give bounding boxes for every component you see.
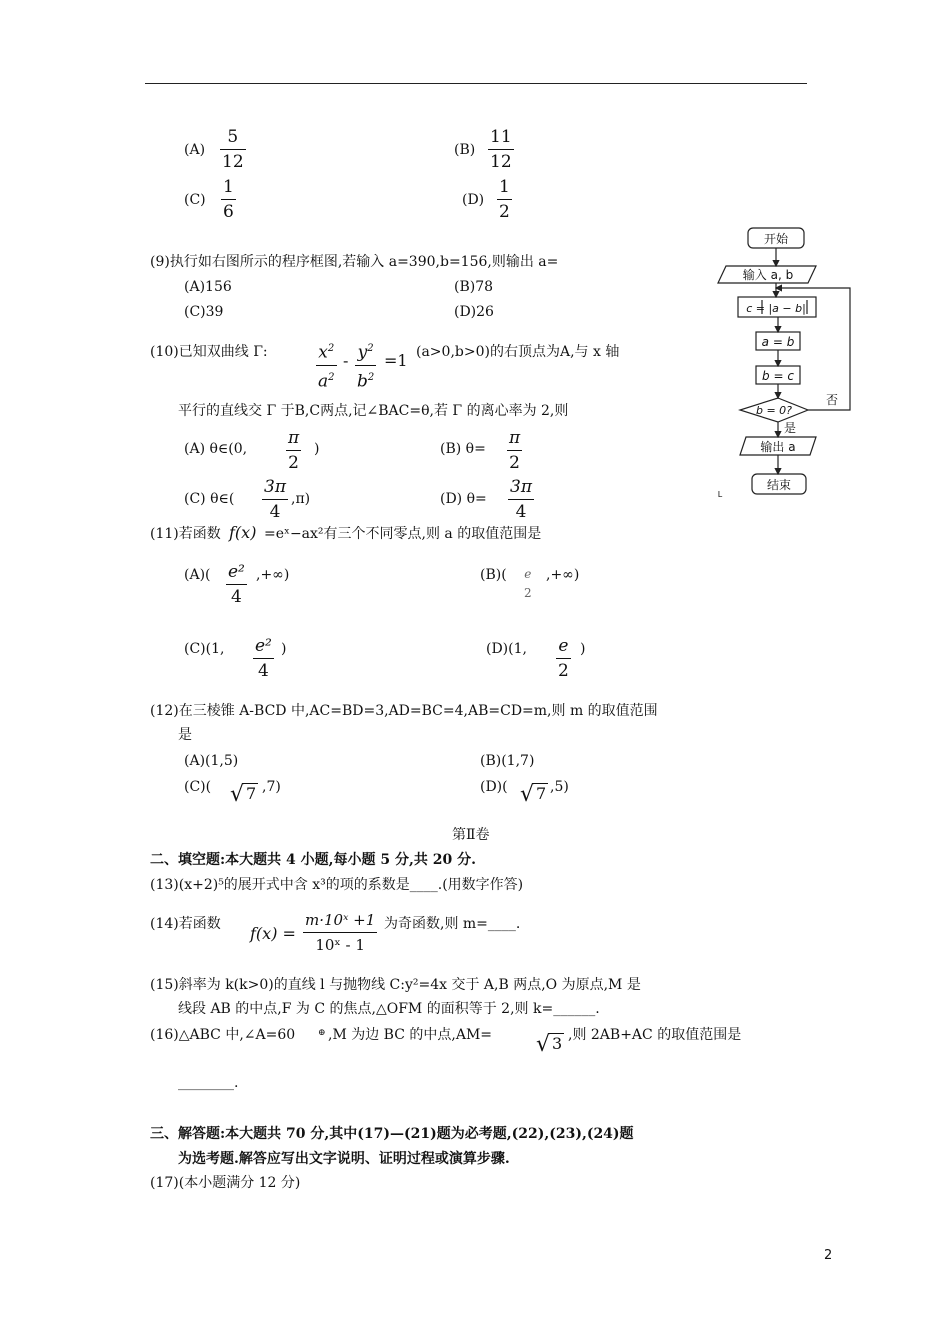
part2-title: 第Ⅱ卷: [452, 827, 490, 843]
flow-step3-text: b = c: [762, 369, 794, 383]
q11-option-a-pre: (A)(: [184, 567, 211, 583]
q11-option-a-fraction: e² 4: [228, 562, 245, 607]
q10-option-c-fraction: 3π 4: [264, 477, 286, 522]
q8-option-a-fraction: 5 12: [222, 127, 244, 172]
q11-prefix: (11)若函数: [150, 526, 221, 542]
q11-option-b-fraction: e 2: [524, 567, 532, 600]
q10-suffix: (a>0,b>0)的右顶点为A,与 x 轴: [416, 344, 620, 360]
q16-radical: √ 3: [536, 1032, 563, 1057]
q10-line2: 平行的直线交 Γ 于B,C两点,记∠BAC=θ,若 Γ 的离心率为 2,则: [178, 403, 569, 419]
flow-decision-text: b = 0?: [755, 404, 793, 417]
q12-option-a: (A)(1,5): [184, 753, 239, 769]
q11-suffix: =eˣ−ax²有三个不同零点,则 a 的取值范围是: [264, 526, 542, 542]
flow-step2-text: a = b: [761, 335, 795, 349]
q10-option-a-pre: (A) θ∈(0,: [184, 441, 248, 457]
q15-line1: (15)斜率为 k(k>0)的直线 l 与抛物线 C:y²=4x 交于 A,B 两点,O 为原点,M 是: [150, 977, 641, 993]
q11-option-b-pre: (B)(: [480, 567, 507, 583]
q12-option-d-radical: √ 7: [520, 782, 547, 807]
q8-option-c-fraction: 1 6: [223, 177, 234, 222]
q12-line2: 是: [178, 727, 192, 743]
q8-option-d-label: (D): [462, 192, 485, 208]
flow-start-text: 开始: [763, 232, 789, 246]
section3-line1: 三、解答题:本大题共 70 分,其中(17)—(21)题为必考题,(22),(23),(24)题: [150, 1126, 634, 1142]
q9-stem: (9)执行如右图所示的程序框图,若输入 a=390,b=156,则输出 a=: [150, 254, 559, 270]
flow-end-text: 结束: [766, 478, 792, 492]
q17-stem: (17)(本小题满分 12 分): [150, 1175, 301, 1191]
flow-yes-label: 是: [783, 421, 797, 435]
q16-mid: ,M 为边 BC 的中点,AM=: [328, 1027, 493, 1043]
q10-equals-one: =1: [384, 351, 408, 370]
q11-option-a-post: ,+∞): [256, 567, 290, 583]
flow-output-text: 输出 a: [760, 440, 796, 454]
q8-option-a-label: (A): [184, 142, 206, 158]
q9-option-d: (D)26: [454, 304, 494, 320]
q11-option-b-post: ,+∞): [546, 567, 580, 583]
q16-post: ,则 2AB+AC 的取值范围是: [568, 1027, 742, 1043]
header-rule: [145, 83, 807, 84]
q12-option-c-pre: (C)(: [184, 779, 212, 795]
q11-option-d-post: ): [580, 641, 586, 657]
q10-minus: -: [343, 351, 349, 370]
q10-option-a-fraction: π 2: [288, 428, 300, 473]
section3-line2: 为选考题.解答应写出文字说明、证明过程或演算步骤.: [178, 1151, 510, 1167]
q13-stem: (13)(x+2)⁵的展开式中含 x³的项的系数是____.(用数字作答): [150, 877, 524, 893]
flow-stray-mark: L: [717, 490, 723, 499]
q16-mark: ⊕: [318, 1028, 326, 1038]
q10-prefix: (10)已知双曲线 Γ:: [150, 344, 268, 360]
q9-option-b: (B)78: [454, 279, 494, 295]
q10-option-d-fraction: 3π 4: [510, 477, 532, 522]
q10-x-over-a: $x^2$ $a^2$: [318, 342, 335, 392]
q10-y-over-b: $y^2$ $b^2$: [357, 342, 375, 392]
q12-option-b: (B)(1,7): [480, 753, 535, 769]
q14-suffix: 为奇函数,则 m=____.: [384, 916, 521, 932]
flow-input-text: 输入 a, b: [742, 268, 794, 282]
q12-option-c-post: ,7): [262, 779, 281, 795]
q12-line1: (12)在三棱锥 A-BCD 中,AC=BD=3,AD=BC=4,AB=CD=m,则 m 的取值范围: [150, 703, 658, 719]
q8-option-b-fraction: 11 12: [490, 127, 512, 172]
q11-function: f(x): [229, 523, 257, 542]
q12-option-d-pre: (D)(: [480, 779, 508, 795]
q9-option-a: (A)156: [184, 279, 232, 295]
q16-pre: (16)△ABC 中,∠A=60: [150, 1027, 296, 1043]
q11-option-c-post: ): [281, 641, 287, 657]
q8-option-c-label: (C): [184, 192, 206, 208]
q8-option-d-fraction: 1 2: [499, 177, 510, 222]
q11-option-d-fraction: e 2: [558, 636, 569, 681]
q11-option-c-pre: (C)(1,: [184, 641, 225, 657]
q8-option-b-label: (B): [454, 142, 476, 158]
q11-option-c-fraction: e² 4: [255, 636, 272, 681]
q14-prefix: (14)若函数: [150, 916, 221, 932]
q10-option-b-fraction: π 2: [509, 428, 521, 473]
flow-no-label: 否: [825, 393, 839, 407]
q15-line2: 线段 AB 的中点,F 为 C 的焦点,△OFM 的面积等于 2,则 k=______.: [178, 1001, 600, 1017]
q12-option-d-post: ,5): [550, 779, 569, 795]
q14-lhs: f(x) =: [250, 924, 296, 943]
q14-fraction: m·10ˣ +1 10ˣ - 1: [305, 911, 376, 954]
q11-option-d-pre: (D)(1,: [486, 641, 527, 657]
q10-option-c-post: ,π): [291, 491, 311, 507]
q10-option-b-pre: (B) θ=: [440, 441, 486, 457]
q12-option-c-radical: √ 7: [230, 782, 257, 807]
q10-option-a-post: ): [314, 441, 320, 457]
q16-blank: ________.: [178, 1075, 239, 1091]
q9-option-c: (C)39: [184, 304, 224, 320]
q10-option-c-pre: (C) θ∈(: [184, 491, 235, 507]
page-number: 2: [824, 1248, 833, 1263]
flow-step1-text: c = |a − b|: [746, 302, 806, 315]
program-flowchart: [712, 224, 862, 504]
section2-title: 二、填空题:本大题共 4 小题,每小题 5 分,共 20 分.: [150, 852, 476, 868]
q10-option-d-pre: (D) θ=: [440, 491, 487, 507]
